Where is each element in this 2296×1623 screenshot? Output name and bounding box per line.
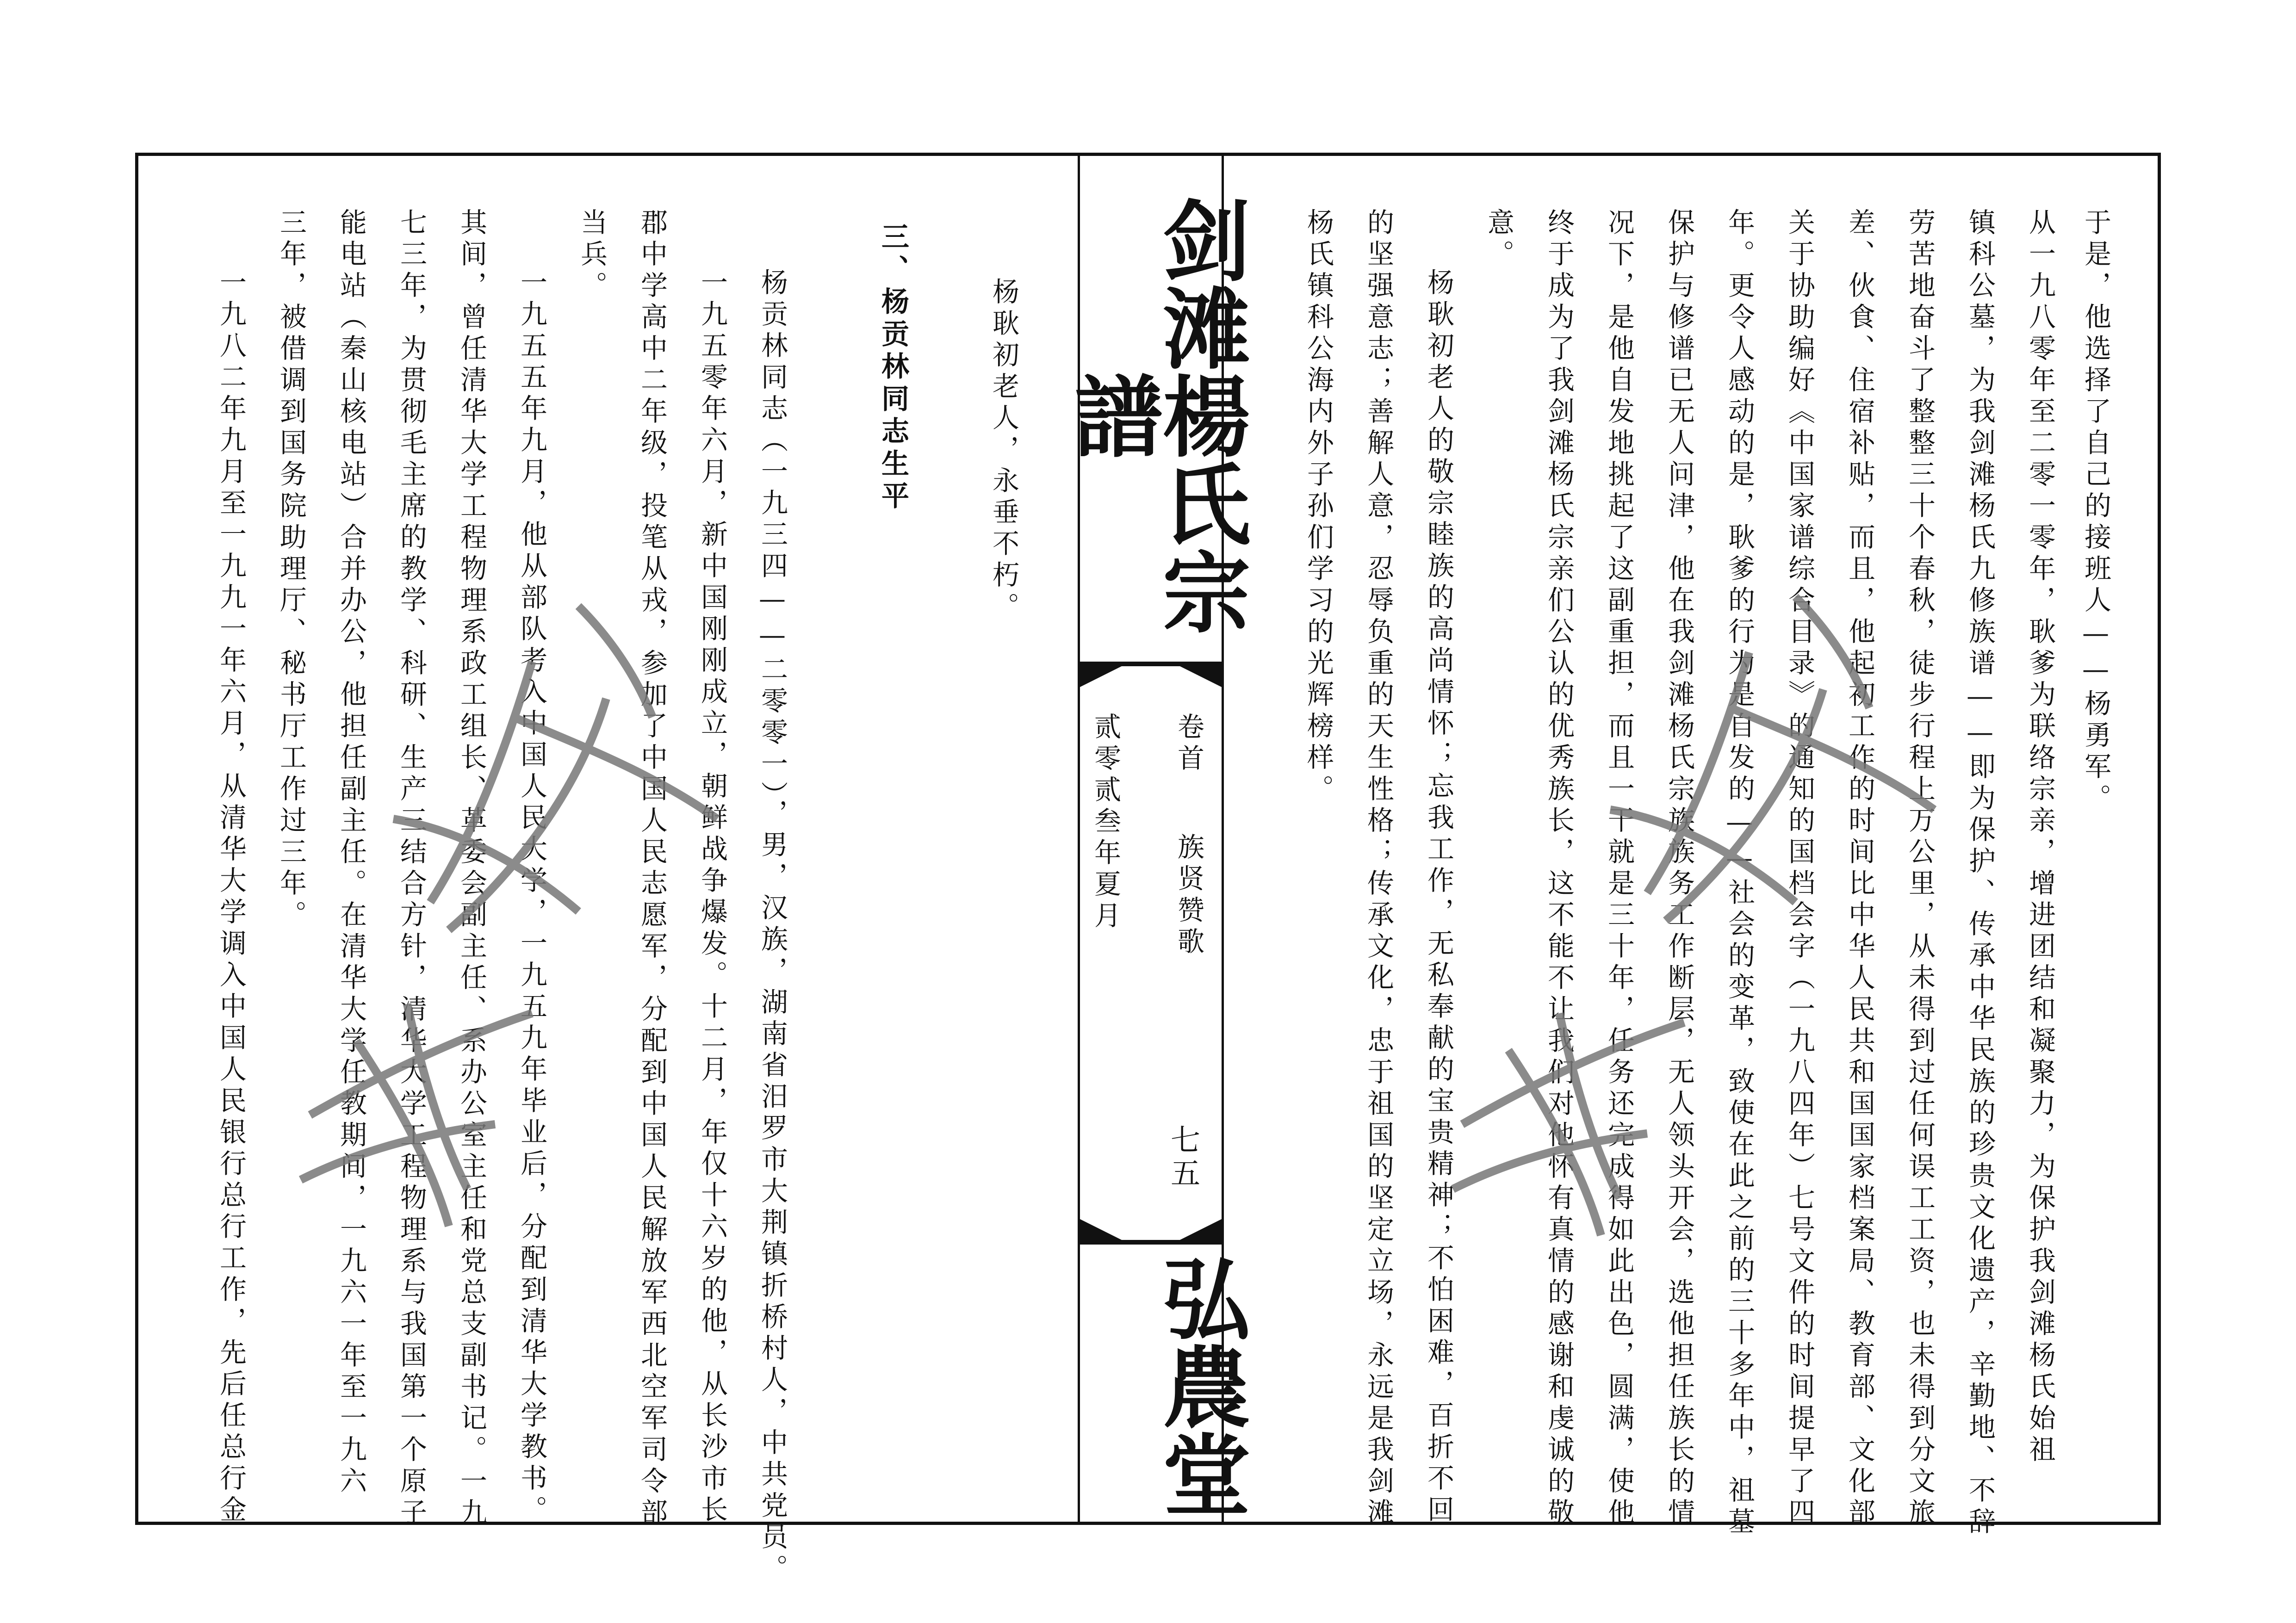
text-column: 能电站（秦山核电站）合并办公，他担任副主任。在清华大学任教期间，一九六一年至一九六: [335, 208, 367, 1498]
text-column: 关于协助编好《中国家谱综合目录》的通知的国档会字（一九八四年）七号文件的时间提早了四: [1784, 208, 1815, 1530]
book-title: 剑滩楊氏宗譜: [1060, 195, 1250, 635]
text-column: 杨贡林同志（一九三四——二零零一），男，汉族，湖南省汨罗市大荆镇折桥村人，中共党员。: [757, 268, 788, 1586]
page-number: 七五: [1166, 1124, 1200, 1191]
text-column: 郡中学高中二年级，投笔从戎，参加了中国人民志愿军，分配到中国人民解放军西北空军司令部: [636, 208, 668, 1530]
text-column: 杨氏镇科公海内外子孙们学习的光辉榜样。: [1303, 208, 1334, 806]
text-column: 三年，被借调到国务院助理厅、秘书厅工作过三年。: [275, 208, 307, 932]
watermark-right: [1388, 578, 1990, 1272]
text-column: 一九八二年九月至一九九一年六月，从清华大学调入中国人民银行总行工作，先后任总行金: [215, 268, 247, 1527]
text-column: 一九五零年六月，新中国刚刚成立，朝鲜战争爆发。十二月，年仅十六岁的他，从长沙市长: [696, 268, 728, 1527]
text-column: 终于成为了我剑滩杨氏宗亲们公认的优秀族长，这不能不让我们对他怀有真情的感谢和虔诚的敬: [1543, 208, 1575, 1530]
text-column: 当兵。: [576, 208, 608, 303]
text-column: 杨耿初老人，永垂不朽。: [988, 278, 1019, 624]
text-column: 差、伙食、住宿补贴，而且，他起初工作的时间比中华人民共和国国家档案局、教育部、文化部: [1844, 208, 1875, 1530]
text-column: 一九五五年九月，他从部队考入中国人民大学，一九五九年毕业后，分配到清华大学教书。: [516, 268, 547, 1527]
spine-band-top: [1080, 662, 1222, 712]
text-column: 的坚强意志；善解人意，忍辱负重的天生性格；传承文化，忠于祖国的坚定立场，永远是我剑滩: [1363, 208, 1394, 1530]
text-column: 七三年，为贯彻毛主席的教学、科研、生产三结合方针，清华大学工程物理系与我国第一个原子: [396, 208, 427, 1530]
watermark-left: [254, 578, 810, 1272]
spine-left-rule: [1078, 153, 1080, 1525]
text-column: 镇科公墓，为我剑滩杨氏九修族谱——即为保护、传承中华民族的珍贵文化遗产，辛勤地、不辞: [1964, 208, 1996, 1539]
section-heading: 三、杨贡林同志生平: [877, 222, 909, 514]
text-column: 杨耿初老人的敬宗睦族的高尚情怀；忘我工作，无私奉献的宝贵精神；不怕困难，百折不回: [1423, 268, 1454, 1527]
hall-name: 弘農堂: [1148, 1254, 1250, 1518]
text-column: 于是，他选择了自己的接班人——杨勇军。: [2080, 208, 2111, 815]
section-label: 族贤赞歌: [1173, 833, 1204, 959]
text-column: 年。更令人感动的是，耿爹的行为是自发的——社会的变革，致使在此之前的三十多年中，祖墓: [1724, 208, 1755, 1539]
date-label: 贰零贰叁年夏月: [1090, 712, 1121, 933]
text-column: 意。: [1483, 208, 1514, 271]
volume-label: 卷首: [1173, 712, 1204, 775]
text-column: 从一九八零年至二零一零年，耿爹为联络宗亲，增进团结和凝聚力，为保护我剑滩杨氏始祖: [2024, 208, 2056, 1467]
text-column: 劳苦地奋斗了整整三十个春秋，徒步行程上万公里，从未得到过任何误工工资，也未得到分文旅: [1904, 208, 1936, 1530]
spine-band-bottom: [1080, 1194, 1222, 1245]
text-column: 保护与修谱已无人问津，他在我剑滩杨氏宗族族务工作断层，无人领头开会，选他担任族长的情: [1663, 208, 1695, 1530]
text-column: 况下，是他自发地挑起了这副重担，而且一干就是三十年，任务还完成得如此出色，圆满，使他: [1603, 208, 1635, 1530]
text-column: 其间，曾任清华大学工程物理系政工组长、革委会副主任、系办公室主任和党总支副书记。一九: [456, 208, 487, 1530]
